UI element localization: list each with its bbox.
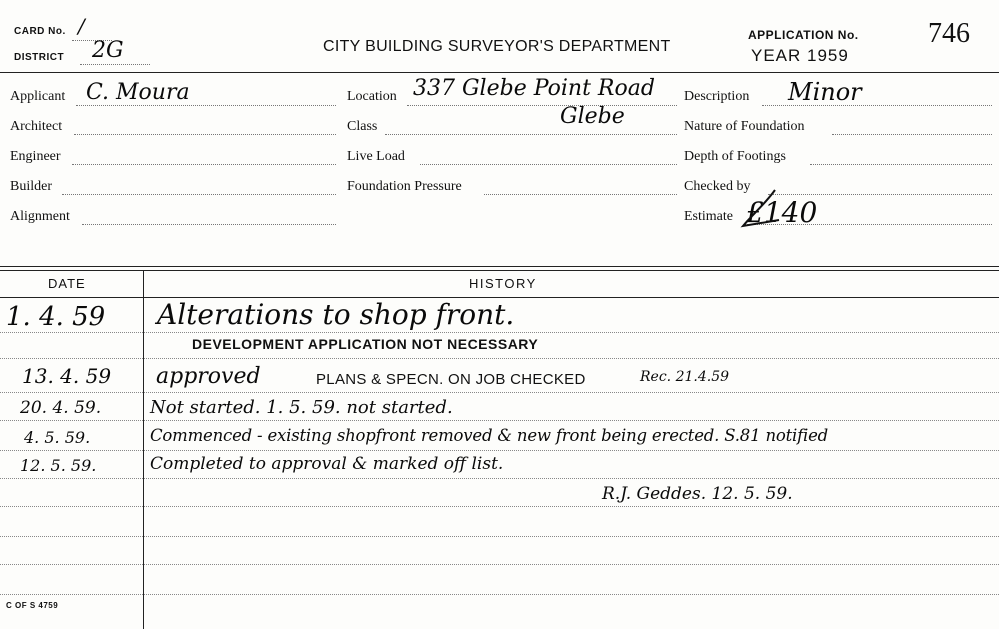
checked-by-stroke: [735, 186, 805, 236]
date-header: DATE: [48, 276, 86, 291]
applicant-value: C. Moura: [86, 80, 190, 105]
estimate-label: Estimate: [684, 209, 733, 224]
checked-by-label: Checked by: [684, 179, 751, 194]
rule-row: [0, 420, 999, 421]
estimate-value: £140: [746, 196, 818, 229]
development-stamp: DEVELOPMENT APPLICATION NOT NECESSARY: [192, 336, 539, 352]
applicant-label: Applicant: [10, 89, 66, 104]
application-label: APPLICATION No.: [748, 28, 859, 42]
nature-of-foundation-label: Nature of Foundation: [684, 119, 805, 134]
depth-of-footings-dots: [810, 164, 992, 165]
live-load-dots: [420, 164, 677, 165]
row-6-history: Completed to approval & marked off list.: [150, 454, 504, 474]
nature-of-foundation-dots: [832, 134, 992, 135]
row-5-history: Commenced - existing shopfront removed & new front being erected. S.81 notified: [150, 426, 829, 445]
table-top-divider: [0, 266, 999, 267]
district-value: 2G: [92, 38, 124, 63]
engineer-dots: [72, 164, 336, 165]
live-load-label: Live Load: [347, 149, 405, 164]
row-4-date: 20. 4. 59.: [20, 398, 102, 418]
foundation-pressure-dots: [484, 194, 677, 195]
card-no-value: /: [78, 14, 85, 38]
plans-stamp-note: Rec. 21.4.59: [640, 369, 730, 385]
class-label: Class: [347, 119, 378, 134]
description-label: Description: [684, 89, 750, 104]
architect-label: Architect: [10, 119, 63, 134]
foundation-pressure-label: Foundation Pressure: [347, 179, 462, 194]
row-4-history: Not started. 1. 5. 59. not started.: [150, 397, 453, 418]
signature: R.J. Geddes. 12. 5. 59.: [602, 484, 793, 504]
card-no-label: CARD No.: [14, 26, 66, 37]
year-label: YEAR 1959: [751, 46, 849, 65]
row-1-history: Alterations to shop front.: [157, 298, 515, 331]
rule-row: [0, 358, 999, 359]
form-code: C OF S 4759: [6, 601, 59, 610]
rule-row: [0, 392, 999, 393]
rule-row: [0, 536, 999, 537]
rule-row: [0, 478, 999, 479]
description-value: Minor: [788, 78, 862, 106]
row-6-date: 12. 5. 59.: [20, 456, 97, 475]
header-divider: [0, 72, 999, 73]
rule-row: [0, 450, 999, 451]
applicant-dots: [76, 105, 336, 106]
department-title: CITY BUILDING SURVEYOR'S DEPARTMENT: [323, 38, 671, 55]
description-dots: [762, 105, 992, 106]
location-label: Location: [347, 89, 397, 104]
application-number: 746: [928, 18, 970, 49]
depth-of-footings-label: Depth of Footings: [684, 149, 786, 164]
row-5-date: 4. 5. 59.: [24, 428, 91, 447]
row-3-date: 13. 4. 59: [22, 364, 112, 388]
district-label: DISTRICT: [14, 52, 65, 63]
rule-row: [0, 564, 999, 565]
location-dots: [407, 105, 677, 106]
location-value: 337 Glebe Point Road: [413, 76, 655, 101]
engineer-label: Engineer: [10, 149, 61, 164]
class-dots: [385, 134, 677, 135]
builder-label: Builder: [10, 179, 52, 194]
row-1-date: 1. 4. 59: [6, 302, 106, 332]
plans-stamp: PLANS & SPECN. ON JOB CHECKED: [316, 371, 586, 388]
district-dots: [80, 64, 150, 65]
alignment-dots: [82, 224, 336, 225]
table-top-divider-2: [0, 270, 999, 271]
builder-dots: [62, 194, 336, 195]
history-header: HISTORY: [469, 276, 537, 291]
architect-dots: [74, 134, 336, 135]
row-3-history: approved: [156, 364, 261, 389]
rule-row: [0, 506, 999, 507]
rule-row: [0, 594, 999, 595]
rule-row: [0, 332, 999, 333]
class-value: Glebe: [560, 104, 625, 129]
alignment-label: Alignment: [10, 209, 70, 224]
